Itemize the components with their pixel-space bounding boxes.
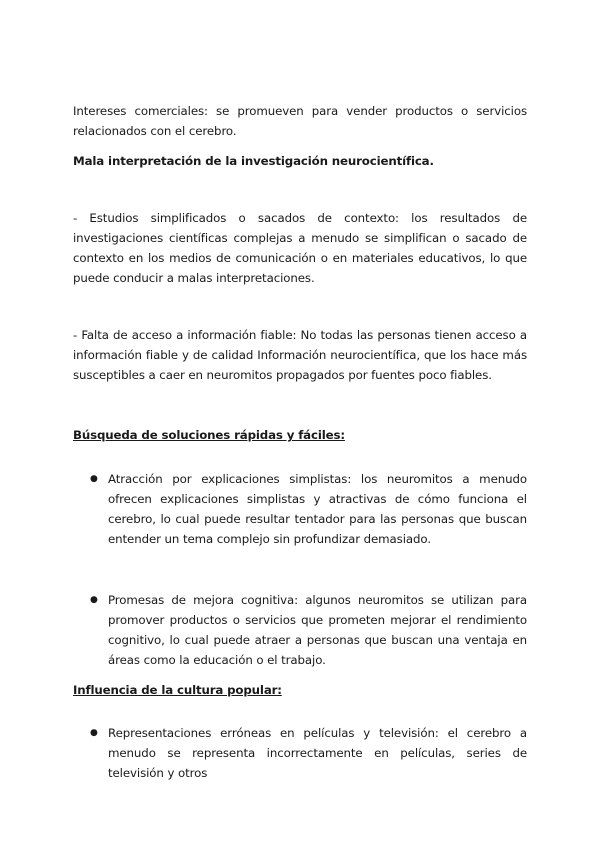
paragraph-intereses-comerciales: Intereses comerciales: se promueven para vender productos o servicios relacionados con el cerebro.	[73, 104, 527, 138]
bullet-text-representaciones: Representaciones erróneas en películas y televisión: el cerebro a menudo se representa incorrectamente en películas, series de televisión y otros	[108, 726, 527, 780]
bullet-item-representaciones	[90, 723, 527, 783]
bullet-icon: ●	[90, 728, 98, 738]
bullet-text-promesas: Promesas de mejora cognitiva: algunos neuromitos se utilizan para promover productos o servicios que prometen mejorar el rendimiento cognitivo, lo cual puede atraer a personas que buscan una ventaja en áreas como la educación o el trabajo.	[108, 593, 527, 667]
paragraph-estudios-simplificados: - Estudios simplificados o sacados de contexto: los resultados de investigaciones científicas complejas a menudo se simplifican o sacado de contexto en los medios de comunicación o en materiales educativos, lo que puede conducir a malas interpretaciones.	[73, 211, 527, 285]
heading-busqueda-soluciones: Búsqueda de soluciones rápidas y fáciles:	[73, 428, 345, 442]
bullet-item-atraccion	[90, 469, 527, 549]
bullet-icon: ●	[90, 595, 98, 605]
bullet-text-atraccion: Atracción por explicaciones simplistas: los neuromitos a menudo ofrecen explicaciones simplistas y atractivas de cómo funciona el cerebro, lo cual puede resultar tentador para las personas que buscan entender un tema complejo sin profundizar demasiado.	[108, 472, 527, 546]
paragraph-falta-de-acceso: - Falta de acceso a información fiable: No todas las personas tienen acceso a información fiable y de calidad Información neurocientífica, que los hace más susceptibles a caer en neuromitos propagados por fuentes poco fiables.	[73, 328, 527, 382]
heading-influencia-cultura: Influencia de la cultura popular:	[73, 683, 282, 697]
heading-mala-interpretacion: Mala interpretación de la investigación neurocientífica.	[73, 154, 434, 168]
bullet-icon: ●	[90, 474, 98, 484]
bullet-item-promesas	[90, 590, 527, 670]
